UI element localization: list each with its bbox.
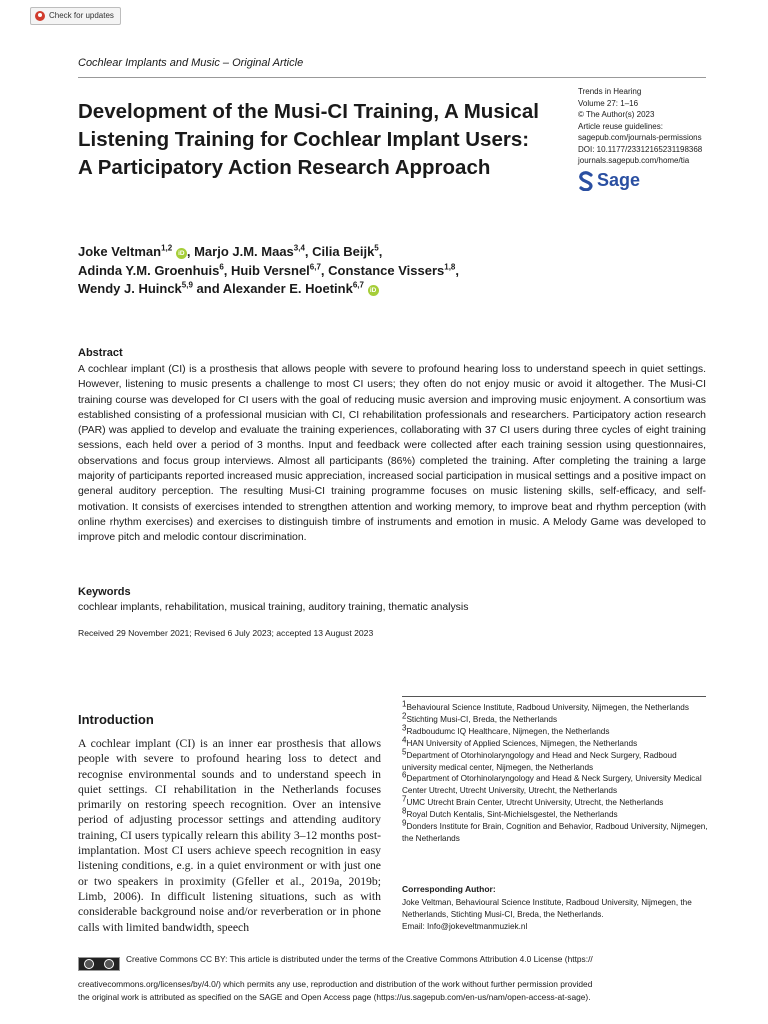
affiliation-text: HAN University of Applied Sciences, Nijmegen, the Netherlands bbox=[406, 738, 638, 748]
license-text-line-3: the original work is attributed as specified on the SAGE and Open Access page (https://us.sagepub.com/en-us/nam/open-access-at-sage). bbox=[78, 991, 591, 1002]
affiliation-number: 1 bbox=[402, 699, 407, 709]
author-name: Constance Vissers bbox=[328, 262, 445, 278]
affiliation-item bbox=[402, 734, 708, 750]
affiliation-item bbox=[402, 711, 708, 726]
keywords-heading: Keywords bbox=[78, 586, 131, 598]
orcid-icon[interactable]: iD bbox=[368, 285, 379, 296]
author-name: Joke Veltman bbox=[78, 244, 162, 259]
author-affiliation-marker: 6 bbox=[219, 262, 224, 272]
corresponding-author-heading: Corresponding Author: bbox=[402, 884, 496, 894]
journal-meta bbox=[578, 86, 702, 167]
article-dates: Received 29 November 2021; Revised 6 July 2023; accepted 13 August 2023 bbox=[78, 628, 374, 638]
corresponding-author-email[interactable]: Email: Info@jokeveltmanmuziek.nl bbox=[402, 921, 528, 931]
author-affiliation-marker: 3,4 bbox=[293, 243, 305, 253]
check-for-updates-label: Check for updates bbox=[49, 11, 114, 20]
introduction-heading: Introduction bbox=[78, 712, 154, 727]
journal-name: Trends in Hearing bbox=[578, 87, 642, 96]
author-affiliation-marker: 6,7 bbox=[352, 280, 364, 290]
affiliation-item bbox=[402, 806, 708, 821]
author-list: Joke Veltman$^{1,2}$ iD , Marjo J.M. Maas$^{3,4}$, Cilia Beijk$^5$, Adinda Y.M. Groenhuis$^6$, Huib Versnel$^{6,7}$, Constance Vissers$^{1,8}$, Wendy J. Huinck$^{5,9}$ and Alexander E. Hoetink$^{6,7}$ iD bbox=[78, 243, 459, 296]
doi-link[interactable]: DOI: 10.1177/23312165231198368 bbox=[578, 144, 703, 154]
journal-home-link[interactable]: journals.sagepub.com/home/tia bbox=[578, 156, 690, 165]
affiliation-item bbox=[402, 723, 708, 738]
abstract-text: A cochlear implant (CI) is a prosthesis that allows people with severe to profound hearing loss to understand speech in quiet settings. However, listening to music presents a challenge to most CI users; they often do not enjoy music or avoid it altogether. The Musi-CI training course was developed for CI users with the goal of reducing music aversion and improving music enjoyment. A consortium was established consisting of a professional musician with CI, CI rehabilitation professionals and researchers. Participatory action research (PAR) was applied to develop and evaluate the training experiences, collaborating with 37 CI users during three cycles of eight training sessions, each held over a period of 3 months. Input and feedback were collected after each training session using questionnaires, observations and focus group interviews. Almost all participants (86%) completed the training. After completing the training a large majority of participants reported increased music appreciation, increased social participation in musical settings and a positive impact on general auditory perception. The resulting Musi-CI training programme focuses on music listening skills, self-efficacy, and self-motivation. It consists of exercises intended to strengthen attention and working memory, to improve beat and rhythm perception (with online rhythm exercises) and exercises to distinguish timbre of instruments and emotion in music. A Melody Game was developed to improve pitch and melodic contour discrimination. bbox=[78, 364, 706, 544]
affiliation-number: 9 bbox=[402, 818, 407, 828]
author-name: Adinda Y.M. Groenhuis bbox=[78, 262, 220, 278]
author-name: Marjo J.M. Maas bbox=[194, 244, 294, 259]
section-label: Cochlear Implants and Music – Original Article bbox=[78, 57, 304, 69]
introduction-text: A cochlear implant (CI) is an inner ear prosthesis that allows people with severe to profound hearing loss to detect and recognise environmental sounds and to understand speech in quiet settings. CI rehabilitation in the Netherlands focuses primarily on restoring speech recognition. Over an intensive period of adjusting processor settings and attending auditory training, CI users typically relearn this ability 3–12 months post-implantation. Most CI users achieve speech recognition in easy listening conditions, e.g. in a quiet environment or with just one or two speakers in proximity (Gfeller et al., 2019a, 2019b; Limb, 2006). In difficult listening situations, such as with considerable background noise and/or reverberation or in phone calls with limited bandwidth, speech bbox=[78, 737, 381, 934]
affiliation-item bbox=[402, 746, 708, 774]
orcid-icon[interactable]: iD bbox=[176, 248, 187, 259]
author-name: Wendy J. Huinck bbox=[78, 281, 182, 296]
author-affiliation-marker: 5,9 bbox=[181, 280, 193, 290]
keywords-text: cochlear implants, rehabilitation, musical training, auditory training, thematic analysis bbox=[78, 602, 469, 613]
creative-commons-by-icon[interactable] bbox=[78, 957, 120, 971]
by-icon bbox=[104, 959, 114, 969]
license-text-rest bbox=[78, 978, 708, 1003]
affiliation-number: 3 bbox=[402, 723, 407, 733]
corresponding-author-address: Joke Veltman, Behavioural Science Institute, Radboud University, Nijmegen, the Netherlands, Stichting Musi-CI, Breda, the Netherlands. bbox=[402, 898, 692, 919]
author-affiliation-marker: 6,7 bbox=[309, 262, 321, 272]
header-divider bbox=[78, 77, 706, 78]
affiliations-list bbox=[402, 699, 708, 845]
affiliations-divider bbox=[402, 696, 706, 697]
journal-volume: Volume 27: 1–16 bbox=[578, 98, 639, 108]
affiliation-number: 2 bbox=[402, 711, 407, 721]
abstract-heading: Abstract bbox=[78, 347, 123, 359]
copyright: © The Author(s) 2023 bbox=[578, 110, 655, 119]
affiliation-item bbox=[402, 770, 708, 797]
affiliation-number: 8 bbox=[402, 806, 407, 816]
author-affiliation-marker: 5 bbox=[374, 243, 379, 253]
author-affiliation-marker: 1,8 bbox=[444, 262, 456, 272]
affiliation-number: 5 bbox=[402, 746, 407, 756]
author-name: Alexander E. Hoetink bbox=[222, 281, 353, 296]
sage-logo-text: Sage bbox=[597, 170, 641, 190]
affiliation-text: Stichting Musi-CI, Breda, the Netherlands bbox=[406, 714, 558, 724]
author-name: Huib Versnel bbox=[231, 262, 310, 278]
author-name: Cilia Beijk bbox=[312, 244, 375, 259]
affiliation-item bbox=[402, 699, 708, 714]
affiliation-text: Royal Dutch Kentalis, Sint-Michielsgestel, the Netherlands bbox=[406, 810, 618, 820]
reuse-label: Article reuse guidelines: bbox=[578, 121, 663, 131]
corresponding-author-details bbox=[402, 897, 708, 933]
affiliation-text: Radboudumc IQ Healthcare, Nijmegen, the Netherlands bbox=[406, 726, 610, 736]
affiliation-text: Department of Otorhinolaryngology and Head and Neck Surgery, Radboud university medical center, Nijmegen, the Netherlands bbox=[402, 750, 677, 772]
cc-icon bbox=[84, 959, 94, 969]
license-text-line-2: creativecommons.org/licenses/by/4.0/) which permits any use, reproduction and distribution of the work without further permission provided bbox=[78, 979, 593, 989]
affiliation-text: UMC Utrecht Brain Center, Utrecht University, Utrecht, the Netherlands bbox=[406, 798, 664, 808]
permissions-link[interactable]: sagepub.com/journals-permissions bbox=[578, 133, 702, 142]
affiliation-item bbox=[402, 794, 708, 809]
affiliation-text: Behavioural Science Institute, Radboud University, Nijmegen, the Netherlands bbox=[406, 703, 689, 712]
author-affiliation-marker: 1,2 bbox=[161, 243, 173, 253]
license-text-line-1: Creative Commons CC BY: This article is distributed under the terms of the Creative Commons Attribution 4.0 License (https:// bbox=[126, 954, 593, 964]
update-icon bbox=[35, 11, 45, 21]
article-title: Development of the Musi-CI Training, A Musical Listening Training for Cochlear Implant Users: A Participatory Action Research Approach bbox=[78, 100, 539, 179]
affiliation-item bbox=[402, 818, 708, 845]
affiliation-text: Department of Otorhinolaryngology and Head & Neck Surgery, University Medical Center Utrecht, Utrecht University, Utrecht, the Netherlands bbox=[402, 774, 702, 796]
sage-logo-icon bbox=[578, 171, 594, 191]
sage-logo bbox=[578, 170, 640, 191]
affiliation-text: Donders Institute for Brain, Cognition and Behavior, Radboud University, Nijmegen, the Netherlands bbox=[402, 822, 708, 843]
affiliation-number: 7 bbox=[402, 794, 407, 804]
affiliation-number: 4 bbox=[402, 734, 407, 744]
check-for-updates-badge[interactable] bbox=[30, 7, 121, 25]
affiliation-number: 6 bbox=[402, 770, 407, 780]
